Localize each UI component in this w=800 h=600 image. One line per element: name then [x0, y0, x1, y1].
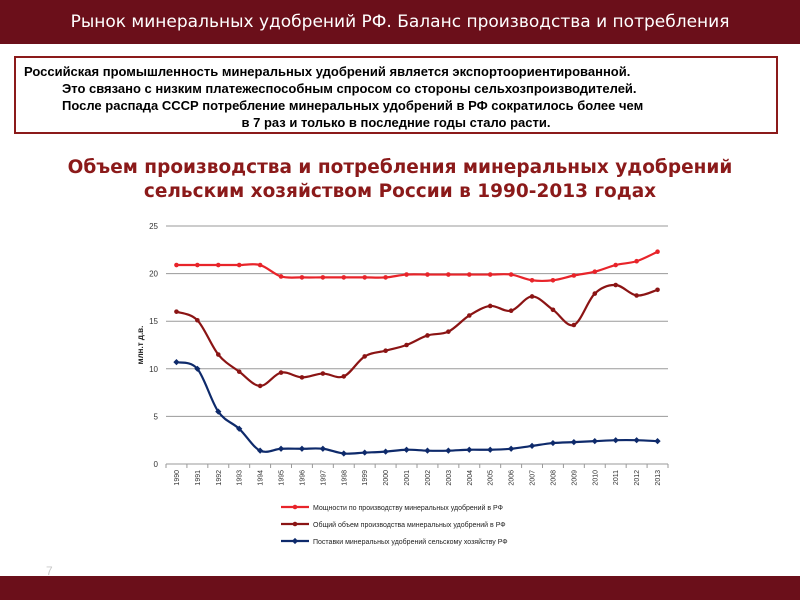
data-point: [383, 348, 388, 353]
data-point: [488, 272, 493, 277]
data-point: [362, 449, 368, 455]
x-tick-label: 2003: [445, 470, 453, 486]
data-point: [425, 272, 430, 277]
data-point: [425, 333, 430, 338]
data-point: [592, 438, 598, 444]
data-point: [195, 263, 200, 268]
data-point: [530, 294, 535, 299]
data-point: [404, 343, 409, 348]
data-point: [446, 329, 451, 334]
data-point: [174, 309, 179, 314]
data-point: [551, 307, 556, 312]
data-point: [551, 278, 556, 283]
data-point: [550, 440, 556, 446]
data-point: [299, 446, 305, 452]
legend-label: Мощности по производству минеральных удобрений в РФ: [313, 505, 503, 512]
data-point: [237, 369, 242, 374]
legend-marker: [293, 505, 298, 510]
data-point: [424, 448, 430, 454]
data-point: [488, 304, 493, 309]
data-point: [279, 274, 284, 279]
data-point: [509, 308, 514, 313]
data-point: [404, 272, 409, 277]
x-tick-label: 2012: [634, 470, 642, 486]
data-point: [383, 449, 389, 455]
data-point: [572, 323, 577, 328]
data-point: [613, 437, 619, 443]
data-point: [634, 293, 639, 298]
data-point: [300, 375, 305, 380]
data-point: [467, 272, 472, 277]
data-point: [341, 450, 347, 456]
data-point: [403, 447, 409, 453]
chart-title-line: сельским хозяйством России в 1990-2013 годах: [143, 181, 657, 202]
intro-line: в 7 раз и только в последние годы стало расти.: [241, 115, 551, 130]
x-tick-label: 2005: [487, 470, 495, 486]
slide-title: Рынок минеральных удобрений РФ. Баланс производства и потребления: [70, 12, 730, 32]
legend-marker: [293, 522, 298, 527]
x-tick-label: 1997: [320, 470, 328, 486]
data-point: [655, 249, 660, 254]
data-point: [613, 283, 618, 288]
y-axis-label: млн.т д.в.: [136, 325, 145, 365]
x-tick-label: 1996: [299, 470, 307, 486]
x-tick-label: 1991: [194, 470, 202, 486]
data-point: [320, 446, 326, 452]
data-point: [216, 263, 221, 268]
y-tick-label: 0: [153, 460, 158, 469]
data-point: [279, 370, 284, 375]
data-point: [508, 446, 514, 452]
data-point: [529, 443, 535, 449]
x-tick-label: 2011: [613, 470, 621, 486]
data-point: [300, 275, 305, 280]
data-point: [258, 263, 263, 268]
series-line: [176, 252, 657, 281]
x-tick-label: 1990: [173, 470, 181, 486]
data-point: [321, 275, 326, 280]
x-tick-label: 2001: [404, 470, 412, 486]
y-tick-label: 25: [149, 222, 158, 231]
data-point: [383, 275, 388, 280]
data-point: [487, 447, 493, 453]
data-point: [174, 263, 179, 268]
y-tick-label: 10: [149, 364, 158, 374]
data-point: [509, 272, 514, 277]
data-point: [571, 439, 577, 445]
chart-title-line: Объем производства и потребления минеральных удобрений: [67, 157, 733, 178]
intro-line: Российская промышленность минеральных удобрений является экспортоориентированной.: [24, 64, 631, 79]
x-tick-label: 1993: [236, 470, 244, 486]
page-number: 7: [46, 564, 53, 578]
data-point: [341, 374, 346, 379]
y-tick-label: 20: [149, 269, 158, 279]
data-point: [362, 354, 367, 359]
legend-label: Поставки минеральных удобрений сельскому хозяйству РФ: [313, 539, 508, 546]
data-point: [258, 384, 263, 389]
data-point: [572, 273, 577, 278]
data-point: [321, 371, 326, 376]
x-tick-label: 1995: [278, 470, 286, 486]
x-tick-label: 1999: [362, 470, 370, 486]
x-tick-label: 2002: [424, 470, 432, 486]
legend-label: Общий объем производства минеральных удобрений в РФ: [313, 522, 506, 529]
data-point: [173, 359, 179, 365]
data-point: [237, 263, 242, 268]
x-tick-label: 2008: [550, 470, 558, 486]
data-point: [278, 446, 284, 452]
intro-line: Это связано с низким платежеспособным спросом со стороны сельхозпроизводителей.: [62, 81, 637, 96]
data-point: [466, 447, 472, 453]
data-point: [654, 438, 660, 444]
x-tick-label: 2007: [529, 470, 537, 486]
y-tick-label: 5: [153, 412, 158, 422]
series-line: [176, 285, 657, 386]
x-tick-label: 1998: [341, 470, 349, 486]
series-line: [176, 362, 657, 454]
x-tick-label: 2010: [592, 470, 600, 486]
data-point: [445, 448, 451, 454]
x-tick-label: 1992: [215, 470, 223, 486]
data-point: [592, 291, 597, 296]
x-tick-label: 1994: [257, 470, 265, 486]
data-point: [341, 275, 346, 280]
data-point: [195, 318, 200, 323]
data-point: [634, 437, 640, 443]
x-tick-label: 2000: [383, 470, 391, 486]
data-point: [216, 352, 221, 357]
x-tick-label: 2013: [655, 470, 663, 486]
data-point: [446, 272, 451, 277]
legend-marker: [292, 538, 298, 544]
data-point: [467, 313, 472, 318]
x-tick-label: 2004: [466, 470, 474, 486]
data-point: [592, 269, 597, 274]
x-tick-label: 2009: [571, 470, 579, 486]
x-tick-label: 2006: [508, 470, 516, 486]
data-point: [362, 275, 367, 280]
y-tick-label: 15: [149, 317, 158, 327]
intro-line: После распада СССР потребление минеральных удобрений в РФ сократилось более чем: [62, 98, 644, 113]
data-point: [613, 263, 618, 268]
slide-footer: [0, 576, 800, 600]
data-point: [655, 287, 660, 292]
data-point: [530, 278, 535, 283]
data-point: [634, 259, 639, 264]
